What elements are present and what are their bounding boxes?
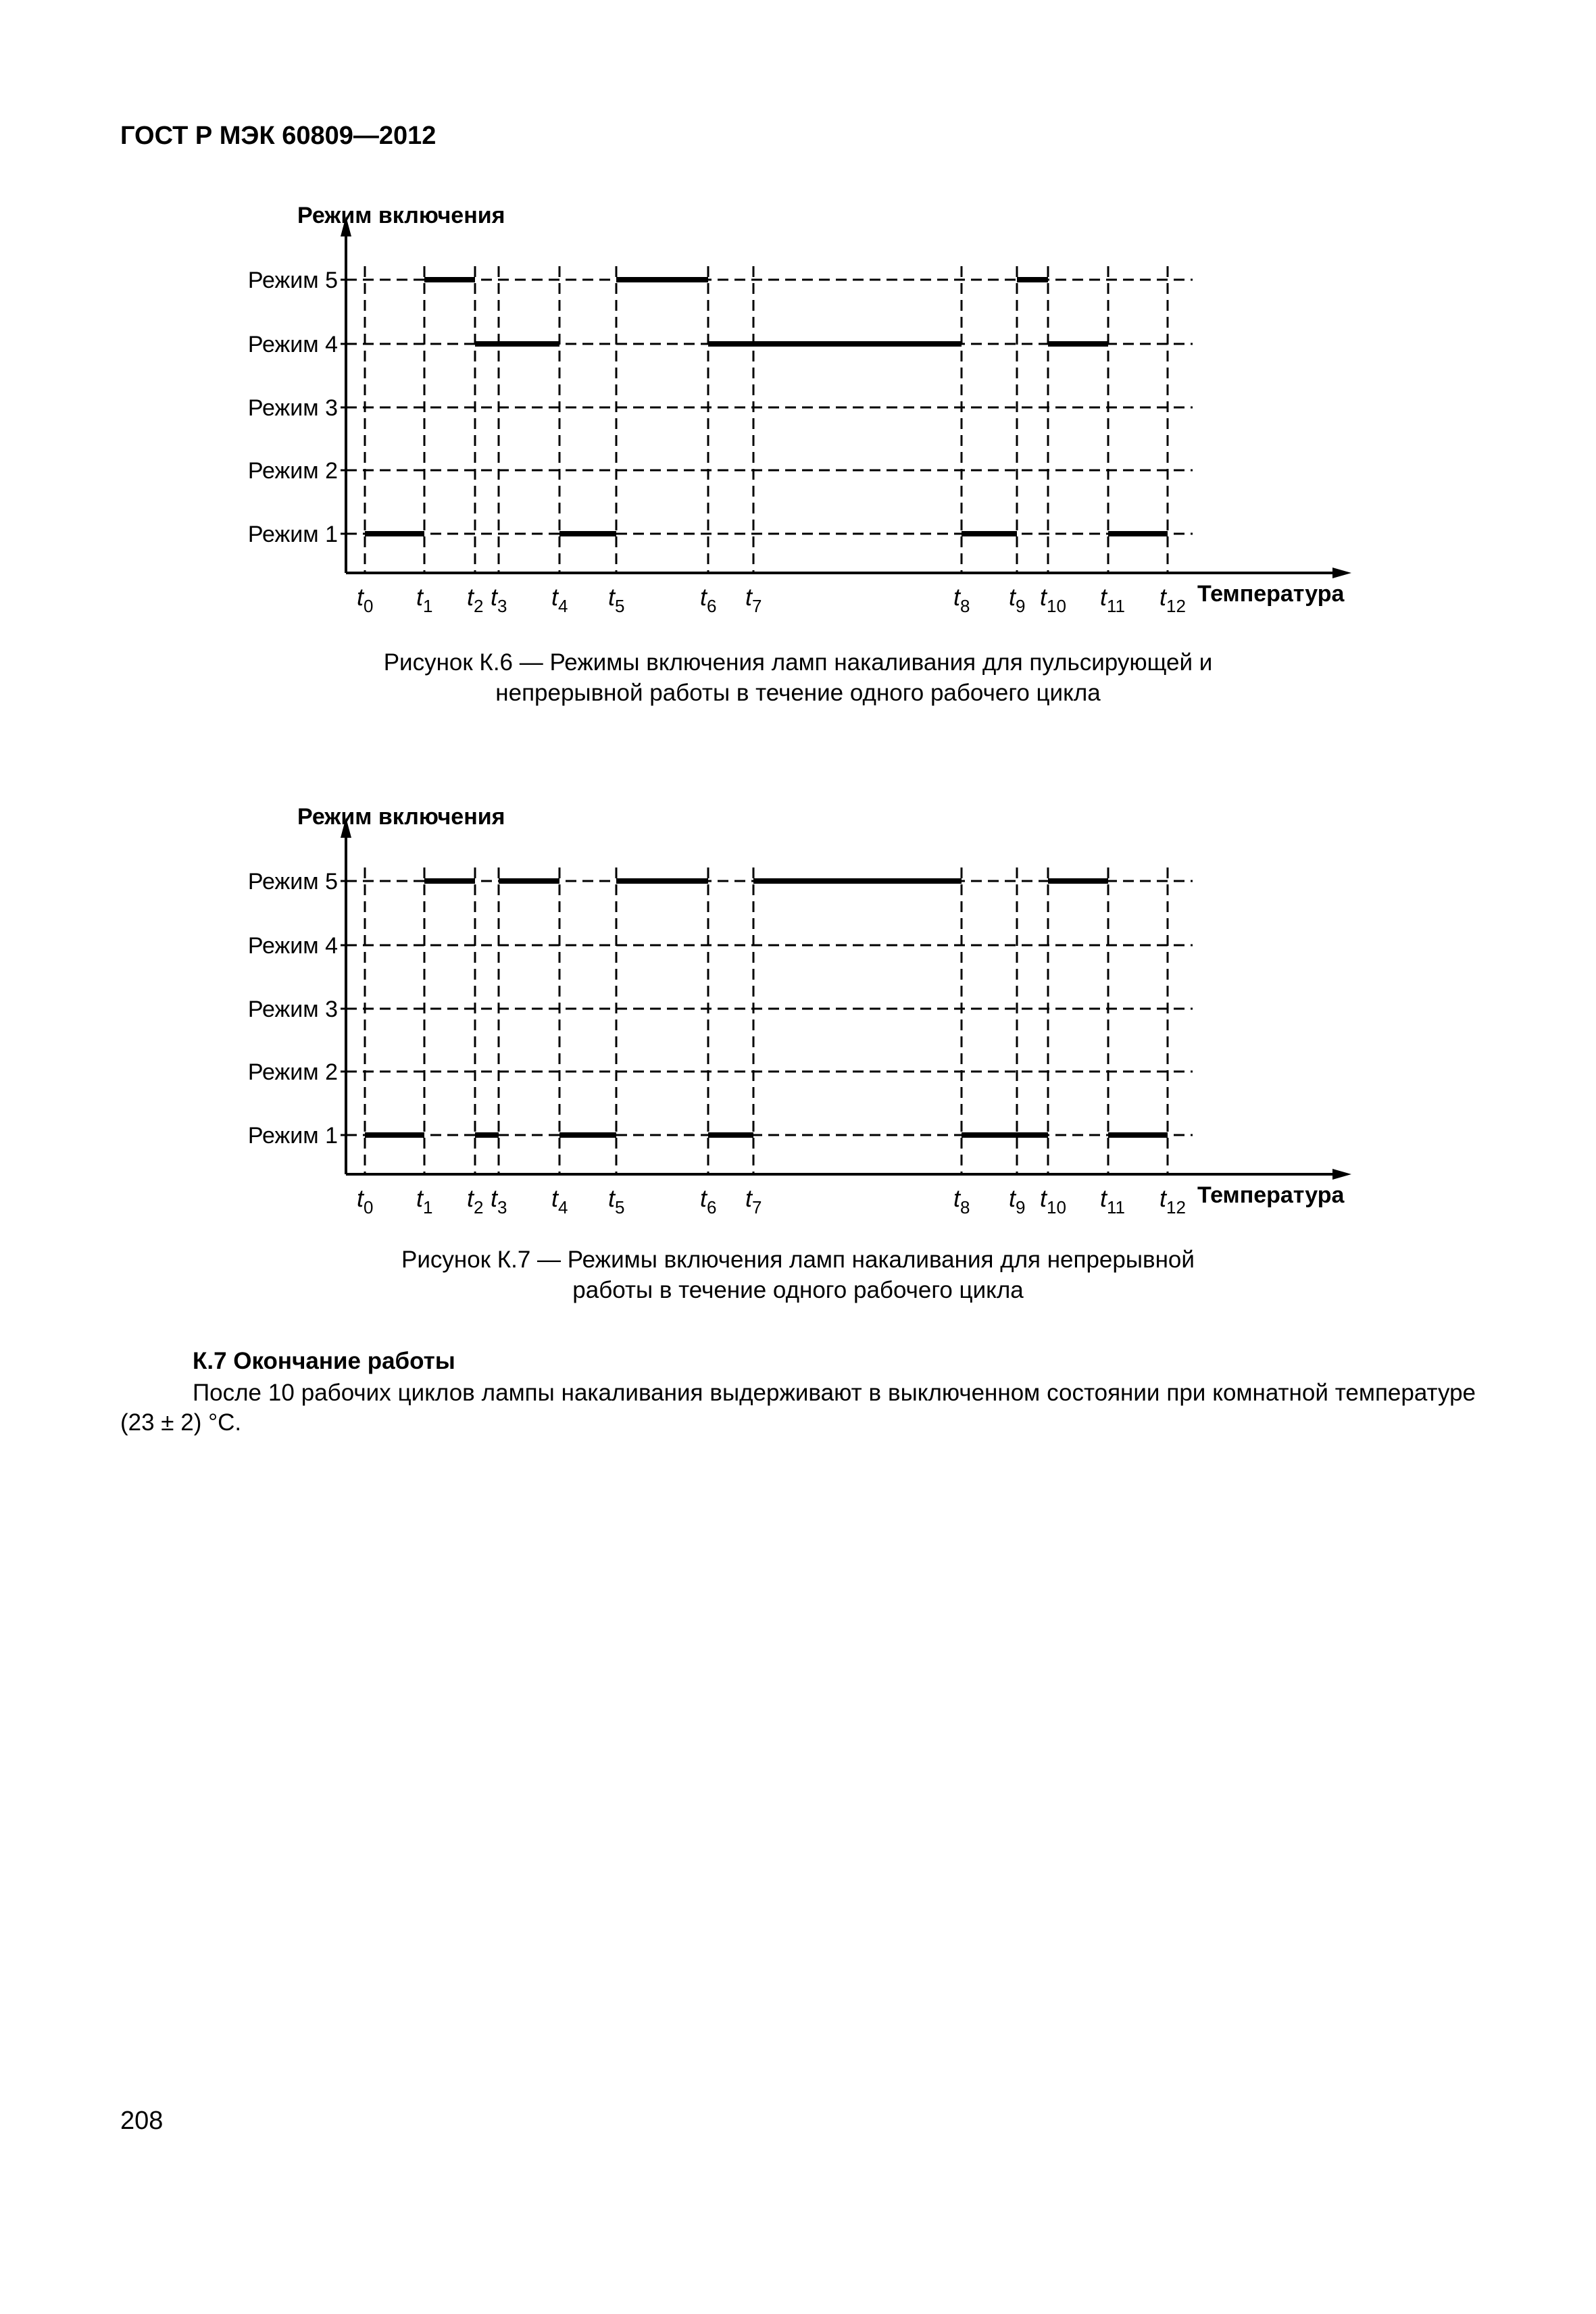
figure-k6-caption-line1: Рисунок К.6 — Режимы включения ламп накаливания для пульсирующей и xyxy=(383,649,1213,676)
x-tick-label: $t_6$ xyxy=(700,583,717,616)
document-header: ГОСТ Р МЭК 60809—2012 xyxy=(120,122,437,150)
section-body: После 10 рабочих циклов лампы накаливания выдерживают в выключенном состоянии при комнатной температуре (23 ± 2) °С. xyxy=(120,1380,1476,1436)
x-tick-label: $t_3$ xyxy=(491,1184,507,1217)
x-tick-label: $t_8$ xyxy=(953,583,970,616)
x-tick-label: $t_5$ xyxy=(608,1184,625,1217)
x-tick-label: $t_{11}$ xyxy=(1100,583,1126,616)
x-tick-label: $t_0$ xyxy=(357,583,374,616)
y-level-label: Режим 5 xyxy=(247,268,338,293)
figure-k7-chart xyxy=(0,797,1596,1230)
x-tick-label: $t_{12}$ xyxy=(1159,1184,1186,1217)
x-tick-label: $t_9$ xyxy=(1009,583,1026,616)
figure-k7-caption-line1: Рисунок К.7 — Режимы включения ламп накаливания для непрерывной xyxy=(401,1247,1195,1273)
y-level-label: Режим 2 xyxy=(247,458,338,484)
x-tick-label: $t_4$ xyxy=(551,1184,568,1217)
x-tick-label: $t_6$ xyxy=(700,1184,717,1217)
figure-k6-caption-line2: непрерывной работы в течение одного рабочего цикла xyxy=(495,680,1101,706)
x-tick-label: $t_0$ xyxy=(357,1184,374,1217)
x-tick-label: $t_7$ xyxy=(745,583,762,616)
y-axis-title: Режим включения xyxy=(297,804,505,830)
y-level-label: Режим 4 xyxy=(247,332,338,357)
section-heading: К.7 Окончание работы xyxy=(193,1348,455,1374)
x-tick-label: $t_5$ xyxy=(608,583,625,616)
y-level-label: Режим 4 xyxy=(247,933,338,959)
y-level-label: Режим 3 xyxy=(247,395,338,421)
y-level-label: Режим 5 xyxy=(247,869,338,895)
figure-k6-caption xyxy=(0,647,1596,708)
x-tick-label: $t_1$ xyxy=(416,1184,433,1217)
y-level-label: Режим 3 xyxy=(247,997,338,1022)
x-tick-label: $t_{12}$ xyxy=(1159,583,1186,616)
y-level-label: Режим 1 xyxy=(247,1123,338,1149)
x-axis-title: Температура xyxy=(1197,581,1345,607)
x-axis-arrow xyxy=(1332,568,1351,578)
x-tick-label: $t_{10}$ xyxy=(1040,1184,1066,1217)
x-tick-label: $t_{11}$ xyxy=(1100,1184,1126,1217)
x-axis-arrow xyxy=(1332,1169,1351,1180)
y-axis-title: Режим включения xyxy=(297,203,505,228)
figure-k7-caption xyxy=(0,1244,1596,1305)
x-tick-label: $t_9$ xyxy=(1009,1184,1026,1217)
x-tick-label: $t_8$ xyxy=(953,1184,970,1217)
x-tick-label: $t_{10}$ xyxy=(1040,583,1066,616)
y-level-label: Режим 1 xyxy=(247,522,338,547)
page-number: 208 xyxy=(120,2107,164,2135)
x-tick-label: $t_2$ xyxy=(467,1184,484,1217)
y-level-label: Режим 2 xyxy=(247,1059,338,1085)
x-tick-label: $t_2$ xyxy=(467,583,484,616)
figure-k6-chart xyxy=(0,196,1596,628)
x-tick-label: $t_4$ xyxy=(551,583,568,616)
x-axis-title: Температура xyxy=(1197,1182,1345,1208)
x-tick-label: $t_7$ xyxy=(745,1184,762,1217)
x-tick-label: $t_3$ xyxy=(491,583,507,616)
figure-k7-caption-line2: работы в течение одного рабочего цикла xyxy=(572,1277,1024,1303)
x-tick-label: $t_1$ xyxy=(416,583,433,616)
